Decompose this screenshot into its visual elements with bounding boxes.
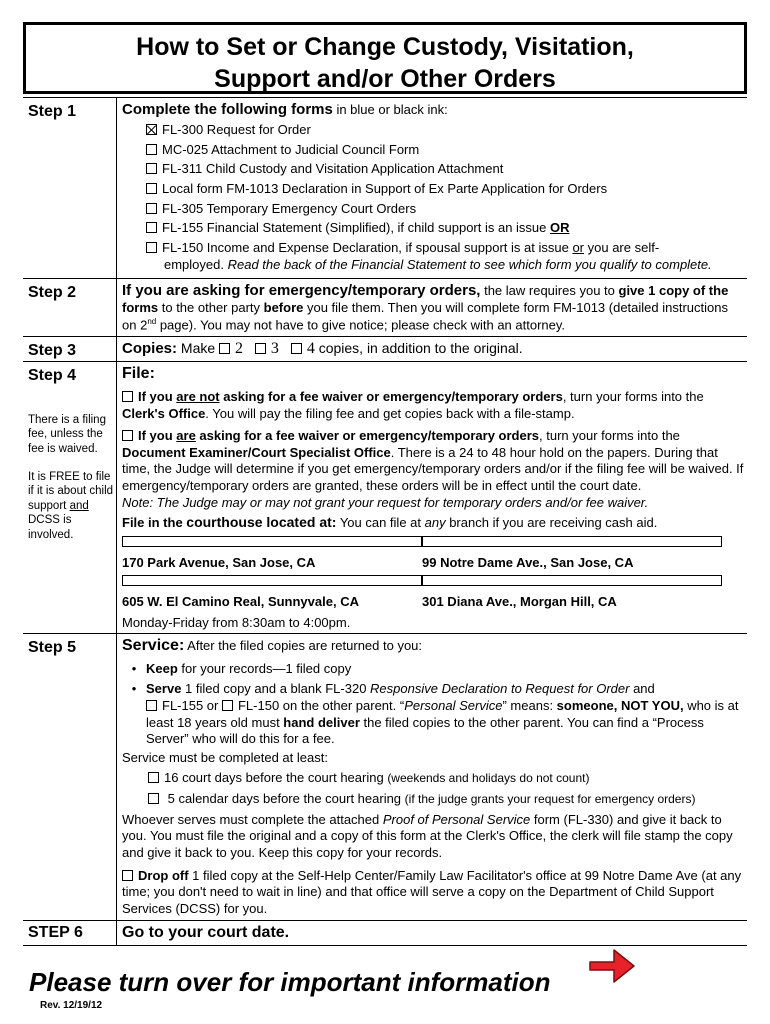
text-bold: asking for a fee waiver or emergency/temporary orders bbox=[195, 428, 540, 444]
steps-table bbox=[23, 97, 747, 946]
address-text: 99 Notre Dame Ave., San Jose, CA bbox=[422, 554, 634, 570]
address-text: 301 Diana Ave., Morgan Hill, CA bbox=[422, 594, 617, 610]
no-waiver-paragraph bbox=[122, 389, 744, 422]
checkbox[interactable] bbox=[146, 203, 157, 214]
text-bold: Clerk's Office bbox=[122, 405, 206, 421]
step-1-label: Step 1 bbox=[28, 103, 77, 120]
text-bold: File in the bbox=[122, 515, 187, 531]
text: (weekends and holidays do not count) bbox=[387, 770, 590, 785]
text: branch if you are receiving cash aid. bbox=[445, 515, 658, 531]
step-4-heading: File: bbox=[122, 365, 155, 383]
text: page). You may not have to give notice; please check with an attorney. bbox=[156, 317, 566, 333]
text-bold: Keep bbox=[146, 660, 178, 676]
text: , turn your forms into the bbox=[539, 428, 680, 444]
text: . There is a 24 to 48 hour hold on the papers. During that time, the Judge will determine if you get emergency/temporary orders and/or if the filing fee will be waived. If emergency/temporary orders are granted, these orders will be in effect until the court date. bbox=[122, 444, 744, 494]
step-1-heading: Complete the following forms bbox=[122, 101, 333, 118]
turn-over-footer: Please turn over for important information bbox=[29, 967, 551, 997]
text-bold: Drop off bbox=[138, 867, 189, 883]
form-item-cont: employed. bbox=[164, 256, 228, 272]
text: and bbox=[69, 499, 89, 512]
form-item: FL-311 Child Custody and Visitation Application Attachment bbox=[162, 161, 504, 177]
copies-2-checkbox[interactable] bbox=[219, 343, 230, 354]
text: you file them. Then you will complete form FM-1013 (detailed instructions on 2 bbox=[122, 300, 728, 333]
step-6-label: STEP 6 bbox=[28, 923, 83, 941]
checkbox[interactable] bbox=[146, 242, 157, 253]
checkbox[interactable] bbox=[146, 222, 157, 233]
text-bold: If you bbox=[138, 428, 177, 444]
deadline-option bbox=[122, 770, 744, 787]
step-1-row bbox=[23, 98, 747, 279]
text: It is FREE to file if it is about child support bbox=[28, 471, 114, 512]
form-item: FL-300 Request for Order bbox=[162, 122, 311, 138]
checkbox[interactable] bbox=[122, 430, 133, 441]
checkbox[interactable] bbox=[422, 536, 722, 547]
text: FL-150 on the other parent. “ bbox=[237, 698, 405, 714]
step-5-heading: Service: bbox=[122, 637, 185, 655]
copies-4-checkbox[interactable] bbox=[291, 343, 302, 354]
turn-over-arrow-icon bbox=[586, 944, 638, 986]
checkbox[interactable] bbox=[148, 772, 159, 783]
copies-2: 2 bbox=[235, 339, 244, 357]
text: 1 filed copy and a blank FL-320 bbox=[181, 681, 371, 697]
copies-3-checkbox[interactable] bbox=[255, 343, 266, 354]
form-item: FL-305 Temporary Emergency Court Orders bbox=[162, 200, 417, 216]
checkbox[interactable] bbox=[222, 700, 233, 711]
step-4-label: Step 4 bbox=[28, 367, 77, 385]
text-bold: are not bbox=[176, 388, 220, 404]
text: the filed copies to the other parent. You can find a “Process Server” who will do this for a fee. bbox=[146, 714, 704, 747]
text: and bbox=[629, 681, 655, 697]
text-bold: courthouse located at: bbox=[186, 514, 337, 531]
text: After the filed copies are returned to you: bbox=[184, 638, 423, 654]
form-item: MC-025 Attachment to Judicial Council Form bbox=[162, 141, 420, 157]
text-bold: Document Examiner/Court Specialist Office bbox=[122, 444, 391, 460]
judge-note: Note: The Judge may or may not grant your request for temporary orders and/or fee waiver. bbox=[122, 494, 649, 510]
step-6-row bbox=[23, 921, 747, 946]
or-word: or bbox=[572, 239, 585, 255]
text: FL-155 or bbox=[162, 698, 222, 714]
step-1-heading-tail: in blue or black ink: bbox=[332, 102, 448, 117]
checkbox[interactable] bbox=[122, 536, 422, 547]
title-line-1: How to Set or Change Custody, Visitation, bbox=[136, 33, 634, 61]
waiver-paragraph bbox=[122, 428, 744, 495]
financial-note: Read the back of the Financial Statement to see which form you qualify to complete. bbox=[227, 256, 712, 272]
checkbox[interactable] bbox=[422, 575, 722, 586]
step-2-label: Step 2 bbox=[28, 284, 77, 302]
filing-fee-note: There is a filing fee, unless the fee is waived. bbox=[28, 413, 106, 455]
address-text: 170 Park Avenue, San Jose, CA bbox=[122, 554, 316, 570]
file-location bbox=[122, 514, 744, 532]
step-2-row bbox=[23, 279, 747, 337]
text: any bbox=[424, 515, 446, 531]
free-filing-note bbox=[28, 470, 116, 542]
text: form (FL-330) and give it back to you. You must file the original and a copy of this form at the Clerk's Office, the clerk will file stamp the copy and give it back to you. Keep this copy for your records. bbox=[122, 811, 733, 861]
proof-of-service-paragraph bbox=[122, 812, 744, 862]
step-6-heading: Go to your court date. bbox=[122, 923, 290, 941]
text: the law requires you to bbox=[480, 283, 619, 299]
office-hours: Monday-Friday from 8:30am to 4:00pm. bbox=[122, 614, 351, 630]
text: . You will pay the filing fee and get copies back with a file-stamp. bbox=[205, 405, 575, 421]
deadline-option bbox=[122, 791, 744, 808]
courthouse-addresses bbox=[122, 536, 744, 615]
text-bold: give 1 copy of the forms bbox=[122, 283, 729, 316]
step-3-label: Step 3 bbox=[28, 341, 77, 359]
step-5-row bbox=[23, 634, 747, 920]
address-option[interactable] bbox=[122, 575, 422, 610]
form-item: Local form FM-1013 Declaration in Support of Ex Parte Application for Orders bbox=[162, 181, 608, 197]
text: Personal Service bbox=[404, 698, 503, 714]
text: to the other party bbox=[158, 300, 264, 316]
service-deadline-label: Service must be completed at least: bbox=[122, 749, 328, 765]
text: copies, in addition to the original. bbox=[314, 339, 523, 356]
text-bold: Serve bbox=[146, 681, 182, 697]
text: , turn your forms into the bbox=[562, 388, 704, 404]
superscript: nd bbox=[147, 317, 157, 326]
text: You can file at bbox=[336, 515, 425, 531]
checkbox[interactable] bbox=[146, 144, 157, 155]
text: for your records—1 filed copy bbox=[177, 660, 352, 676]
address-option[interactable] bbox=[122, 536, 422, 571]
checkbox[interactable] bbox=[146, 183, 157, 194]
text-bold: are bbox=[176, 428, 196, 444]
text: Responsive Declaration to Request for Order bbox=[370, 681, 630, 697]
checkbox-checked[interactable] bbox=[146, 124, 157, 135]
step-2-heading: If you are asking for emergency/temporary orders, bbox=[122, 282, 481, 300]
step-2-text bbox=[117, 279, 747, 336]
text-bold: If you bbox=[138, 388, 177, 404]
text: who is at least 18 years old must bbox=[146, 698, 739, 730]
text: Whoever serves must complete the attached bbox=[122, 811, 383, 827]
text: DCSS is involved. bbox=[28, 514, 74, 541]
text: (if the judge grants your request for emergency orders) bbox=[404, 792, 696, 807]
text: Make bbox=[177, 339, 220, 356]
text-bold: before bbox=[263, 300, 304, 316]
form-item: FL-155 Financial Statement (Simplified), if child support is an issue bbox=[162, 220, 551, 236]
title-line-2: Support and/or Other Orders bbox=[214, 65, 556, 93]
checkbox[interactable] bbox=[146, 163, 157, 174]
keep-bullet: • Keep for your records—1 filed copy bbox=[131, 660, 352, 676]
text: 1 filed copy at the Self-Help Center/Family Law Facilitator's office at 99 Notre Dame Ave (at any time; you don't need to wait in line) and that office will serve a copy on the Department of Child Support Services (DCSS) for you. bbox=[122, 867, 742, 916]
address-text: 605 W. El Camino Real, Sunnyvale, CA bbox=[122, 594, 359, 610]
address-option[interactable] bbox=[422, 575, 722, 610]
forms-list bbox=[122, 122, 744, 273]
checkbox[interactable] bbox=[122, 575, 422, 586]
page-title bbox=[23, 22, 747, 94]
text: 16 court days before the court hearing bbox=[164, 769, 388, 785]
step-3-row bbox=[23, 337, 747, 362]
address-option[interactable] bbox=[422, 536, 722, 571]
or-word: OR bbox=[550, 220, 570, 236]
checkbox[interactable] bbox=[122, 870, 133, 881]
checkbox[interactable] bbox=[122, 391, 133, 402]
copies-3: 3 bbox=[270, 339, 279, 357]
text: 5 calendar days before the court hearing bbox=[164, 791, 405, 807]
drop-off-paragraph bbox=[122, 868, 744, 918]
revision-date: Rev. 12/19/12 bbox=[40, 1000, 103, 1011]
copies-4: 4 bbox=[306, 339, 315, 357]
step-3-heading: Copies: bbox=[122, 339, 178, 357]
text-bold: hand deliver bbox=[283, 714, 360, 730]
text-bold: asking for a fee waiver or emergency/temporary orders bbox=[219, 388, 563, 404]
form-item-cont: you are self- bbox=[584, 239, 660, 255]
text: ” means: bbox=[502, 698, 557, 714]
text-bold: someone, NOT YOU, bbox=[556, 698, 684, 714]
checkbox[interactable] bbox=[146, 700, 157, 711]
text: Proof of Personal Service bbox=[382, 811, 531, 827]
form-item: FL-150 Income and Expense Declaration, if spousal support is at issue bbox=[162, 239, 573, 255]
checkbox[interactable] bbox=[148, 793, 159, 804]
serve-bullet: • Serve 1 filed copy and a blank FL-320 Responsive Declaration to Request for Order and FL-155 or FL-150 on the other parent. “Personal Service” means: someone, NOT YOU, who is at least 18 years old must hand deliver the filed copies to the other parent. You can find a “Process Server” who will do this for a fee. bbox=[131, 681, 739, 747]
step-5-label: Step 5 bbox=[28, 639, 77, 657]
step-4-row bbox=[23, 362, 747, 634]
